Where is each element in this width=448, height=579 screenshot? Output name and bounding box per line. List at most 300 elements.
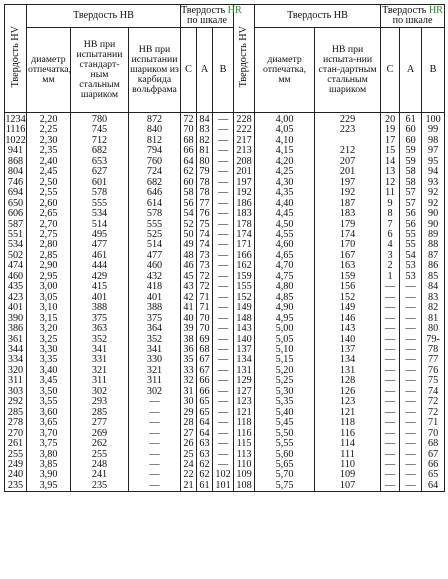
- left-hrb-cell: —: [213, 460, 234, 470]
- left-hb-steel-cell: 534: [71, 209, 129, 219]
- left-hrc-cell: 72: [181, 113, 197, 126]
- left-hrc-cell: 52: [181, 220, 197, 230]
- left-hv-cell: 804: [5, 167, 27, 177]
- left-hrb-cell: —: [213, 167, 234, 177]
- scale-b-header-left: В: [213, 28, 234, 113]
- left-hb-steel-cell: 495: [71, 230, 129, 240]
- left-hrc-cell: 49: [181, 240, 197, 250]
- left-hb-steel-cell: 388: [71, 303, 129, 313]
- right-hrc-cell: 12: [381, 178, 400, 188]
- left-hb-carbide-cell: —: [129, 481, 181, 492]
- right-hv-cell: 197: [234, 178, 255, 188]
- right-hrc-cell: 20: [381, 113, 400, 126]
- right-hb-steel-cell: 197: [315, 178, 381, 188]
- left-diameter-cell: 3,95: [27, 481, 71, 492]
- hv-header-right: Твердость HV: [234, 5, 255, 113]
- right-hrc-cell: 3: [381, 251, 400, 261]
- right-hb-steel-cell: 201: [315, 167, 381, 177]
- left-diameter-cell: 3,70: [27, 429, 71, 439]
- left-hrb-cell: —: [213, 387, 234, 397]
- right-diameter-cell: 5,35: [255, 397, 315, 407]
- right-hv-cell: 155: [234, 282, 255, 292]
- left-hrc-cell: 41: [181, 303, 197, 313]
- right-diameter-cell: 5,05: [255, 335, 315, 345]
- left-diameter-cell: 2,20: [27, 113, 71, 126]
- left-hra-cell: 80: [197, 157, 213, 167]
- right-hrc-cell: 6: [381, 230, 400, 240]
- left-hrb-cell: —: [213, 429, 234, 439]
- left-hra-cell: 70: [197, 324, 213, 334]
- left-hrb-cell: —: [213, 125, 234, 135]
- left-diameter-cell: 2,90: [27, 261, 71, 271]
- hr-group-header-right: Твердость HR по шкале: [382, 5, 443, 26]
- right-hv-cell: 143: [234, 324, 255, 334]
- right-hrb-cell: 100: [422, 113, 445, 126]
- left-hb-carbide-cell: 341: [129, 345, 181, 355]
- left-hb-steel-cell: 682: [71, 146, 129, 156]
- right-diameter-cell: 5,50: [255, 429, 315, 439]
- right-hrb-cell: 71: [422, 418, 445, 428]
- right-hrb-cell: 75: [422, 376, 445, 386]
- right-diameter-cell: 4,45: [255, 209, 315, 219]
- left-hra-cell: 64: [197, 429, 213, 439]
- left-hrb-cell: —: [213, 188, 234, 198]
- left-hv-cell: 303: [5, 387, 27, 397]
- right-hb-steel-cell: 159: [315, 272, 381, 282]
- left-hb-carbide-cell: 418: [129, 282, 181, 292]
- left-hb-carbide-cell: 555: [129, 220, 181, 230]
- right-hrc-cell: —: [381, 397, 400, 407]
- right-hb-steel-cell: 156: [315, 282, 381, 292]
- hv-header-left: Твердость HV: [5, 5, 27, 113]
- left-hv-cell: 278: [5, 418, 27, 428]
- right-hrc-cell: —: [381, 470, 400, 480]
- left-hrc-cell: 42: [181, 293, 197, 303]
- left-hv-cell: 650: [5, 199, 27, 209]
- right-hra-cell: —: [400, 397, 422, 407]
- left-hrc-cell: 28: [181, 418, 197, 428]
- left-hrc-cell: 60: [181, 178, 197, 188]
- right-hrb-cell: 92: [422, 199, 445, 209]
- left-hrb-cell: —: [213, 355, 234, 365]
- left-hb-steel-cell: 514: [71, 220, 129, 230]
- hardness-conversion-table: [4, 4, 445, 492]
- left-hra-cell: 74: [197, 240, 213, 250]
- left-hv-cell: 746: [5, 178, 27, 188]
- right-hrb-cell: 94: [422, 167, 445, 177]
- left-hb-carbide-cell: 375: [129, 314, 181, 324]
- left-hb-steel-cell: 461: [71, 251, 129, 261]
- right-hra-cell: —: [400, 387, 422, 397]
- left-hrc-cell: 21: [181, 481, 197, 492]
- left-hb-steel-cell: 352: [71, 335, 129, 345]
- right-diameter-cell: 5,20: [255, 366, 315, 376]
- right-hra-cell: 55: [400, 240, 422, 250]
- right-hv-cell: 121: [234, 408, 255, 418]
- right-hrc-cell: 4: [381, 240, 400, 250]
- right-hb-steel-cell: 134: [315, 355, 381, 365]
- diameter-header-right: диаметр отпечатка, мм: [255, 28, 315, 113]
- left-hb-steel-cell: 555: [71, 199, 129, 209]
- left-diameter-cell: 2,35: [27, 146, 71, 156]
- right-hb-steel-cell: 143: [315, 324, 381, 334]
- right-diameter-cell: 5,70: [255, 470, 315, 480]
- right-hv-cell: 118: [234, 418, 255, 428]
- left-diameter-cell: 3,05: [27, 293, 71, 303]
- left-hrb-cell: —: [213, 293, 234, 303]
- left-hb-carbide-cell: 388: [129, 303, 181, 313]
- left-hra-cell: 62: [197, 460, 213, 470]
- left-hv-cell: 386: [5, 324, 27, 334]
- left-hrc-cell: 40: [181, 314, 197, 324]
- right-hv-cell: 113: [234, 450, 255, 460]
- left-diameter-cell: 2,80: [27, 240, 71, 250]
- right-hb-steel-cell: 229: [315, 113, 381, 126]
- left-diameter-cell: 2,70: [27, 220, 71, 230]
- right-hv-cell: 208: [234, 157, 255, 167]
- left-hra-cell: 65: [197, 408, 213, 418]
- left-diameter-cell: 3,25: [27, 335, 71, 345]
- left-hb-steel-cell: 331: [71, 355, 129, 365]
- left-hb-steel-cell: 477: [71, 240, 129, 250]
- scale-c-header-right: С: [381, 28, 400, 113]
- left-hb-steel-cell: 293: [71, 397, 129, 407]
- left-hra-cell: 69: [197, 335, 213, 345]
- right-hrc-cell: —: [381, 429, 400, 439]
- left-hra-cell: 64: [197, 418, 213, 428]
- left-hb-steel-cell: 363: [71, 324, 129, 334]
- left-hb-carbide-cell: —: [129, 439, 181, 449]
- right-hrc-cell: 17: [381, 136, 400, 146]
- left-hrb-cell: —: [213, 146, 234, 156]
- table-row: [5, 481, 445, 492]
- left-hb-carbide-cell: —: [129, 429, 181, 439]
- left-hb-carbide-cell: 401: [129, 293, 181, 303]
- right-hrc-cell: —: [381, 345, 400, 355]
- right-hv-cell: 192: [234, 188, 255, 198]
- right-hrb-cell: 97: [422, 146, 445, 156]
- left-hb-carbide-cell: 432: [129, 272, 181, 282]
- right-diameter-cell: 4,65: [255, 251, 315, 261]
- left-hra-cell: 79: [197, 167, 213, 177]
- left-hrc-cell: 70: [181, 125, 197, 135]
- right-hra-cell: 59: [400, 146, 422, 156]
- left-hb-steel-cell: 285: [71, 408, 129, 418]
- left-hrc-cell: 62: [181, 167, 197, 177]
- left-hb-steel-cell: 653: [71, 157, 129, 167]
- right-hra-cell: 53: [400, 261, 422, 271]
- left-hrc-cell: 64: [181, 157, 197, 167]
- right-diameter-cell: 5,55: [255, 439, 315, 449]
- right-hrb-cell: 86: [422, 261, 445, 271]
- right-hra-cell: —: [400, 335, 422, 345]
- left-hrc-cell: 50: [181, 230, 197, 240]
- right-hv-cell: 159: [234, 272, 255, 282]
- left-hra-cell: 73: [197, 251, 213, 261]
- left-hv-cell: 270: [5, 429, 27, 439]
- left-hv-cell: 249: [5, 460, 27, 470]
- left-hra-cell: 74: [197, 230, 213, 240]
- table-row: [5, 324, 445, 334]
- right-hb-steel-cell: 107: [315, 481, 381, 492]
- right-hra-cell: —: [400, 408, 422, 418]
- right-hb-steel-cell: 128: [315, 376, 381, 386]
- left-hv-cell: 534: [5, 240, 27, 250]
- right-hra-cell: —: [400, 460, 422, 470]
- right-hrc-cell: —: [381, 376, 400, 386]
- left-diameter-cell: 2,25: [27, 125, 71, 135]
- left-hrb-cell: —: [213, 324, 234, 334]
- hb-steel-header-right: НВ при испыта-нии стан-дартным стальным шариком: [315, 28, 381, 113]
- table-body: [5, 113, 445, 492]
- left-hrb-cell: 101: [213, 481, 234, 492]
- left-hrb-cell: —: [213, 209, 234, 219]
- left-hrc-cell: 26: [181, 439, 197, 449]
- right-hrb-cell: 89: [422, 230, 445, 240]
- right-hb-steel-cell: 163: [315, 261, 381, 271]
- left-hv-cell: 551: [5, 230, 27, 240]
- right-hv-cell: 134: [234, 355, 255, 365]
- right-hb-steel-cell: 174: [315, 230, 381, 240]
- left-hra-cell: 71: [197, 293, 213, 303]
- left-diameter-cell: 2,50: [27, 178, 71, 188]
- right-hrb-cell: 99: [422, 125, 445, 135]
- left-hb-carbide-cell: 302: [129, 387, 181, 397]
- left-hb-steel-cell: 601: [71, 178, 129, 188]
- left-hra-cell: 67: [197, 355, 213, 365]
- left-hb-carbide-cell: 760: [129, 157, 181, 167]
- left-hb-carbide-cell: —: [129, 418, 181, 428]
- left-hv-cell: 694: [5, 188, 27, 198]
- right-diameter-cell: 4,80: [255, 282, 315, 292]
- left-hb-steel-cell: 780: [71, 113, 129, 126]
- right-hrb-cell: 87: [422, 251, 445, 261]
- diameter-header-left: диаметр отпечатка, мм: [27, 28, 71, 113]
- right-hra-cell: —: [400, 282, 422, 292]
- left-hrc-cell: 68: [181, 136, 197, 146]
- right-hrc-cell: 9: [381, 199, 400, 209]
- left-diameter-cell: 2,60: [27, 199, 71, 209]
- left-hrb-cell: —: [213, 282, 234, 292]
- right-hrc-cell: —: [381, 303, 400, 313]
- table-row: [5, 439, 445, 449]
- left-diameter-cell: 3,35: [27, 355, 71, 365]
- left-hrc-cell: 31: [181, 387, 197, 397]
- right-hra-cell: —: [400, 314, 422, 324]
- left-hb-carbide-cell: 578: [129, 209, 181, 219]
- right-diameter-cell: 4,30: [255, 178, 315, 188]
- left-hv-cell: 344: [5, 345, 27, 355]
- left-hb-steel-cell: 415: [71, 282, 129, 292]
- right-hra-cell: 55: [400, 230, 422, 240]
- left-hb-steel-cell: 712: [71, 136, 129, 146]
- right-hb-steel-cell: 123: [315, 397, 381, 407]
- right-diameter-cell: 4,90: [255, 303, 315, 313]
- left-hrb-cell: —: [213, 251, 234, 261]
- scale-a-header-left: А: [197, 28, 213, 113]
- left-hrb-cell: —: [213, 366, 234, 376]
- right-hrb-cell: 93: [422, 178, 445, 188]
- right-diameter-cell: 4,05: [255, 125, 315, 135]
- right-hrb-cell: 81: [422, 314, 445, 324]
- left-hrb-cell: —: [213, 397, 234, 407]
- right-hra-cell: —: [400, 293, 422, 303]
- left-hra-cell: 66: [197, 387, 213, 397]
- right-hra-cell: 61: [400, 113, 422, 126]
- right-hrb-cell: 67: [422, 450, 445, 460]
- right-hrb-cell: 64: [422, 481, 445, 492]
- right-hrb-cell: 72: [422, 408, 445, 418]
- right-hb-steel-cell: 152: [315, 293, 381, 303]
- left-hrb-cell: —: [213, 178, 234, 188]
- right-hv-cell: 183: [234, 209, 255, 219]
- left-hv-cell: 868: [5, 157, 27, 167]
- left-hrc-cell: 38: [181, 335, 197, 345]
- right-hrc-cell: 19: [381, 125, 400, 135]
- left-hv-cell: 460: [5, 272, 27, 282]
- left-hv-cell: 423: [5, 293, 27, 303]
- left-hb-steel-cell: 255: [71, 450, 129, 460]
- left-diameter-cell: 3,15: [27, 314, 71, 324]
- right-hrc-cell: 13: [381, 167, 400, 177]
- left-hv-cell: 311: [5, 376, 27, 386]
- right-hb-steel-cell: 110: [315, 460, 381, 470]
- left-hrb-cell: —: [213, 136, 234, 146]
- right-diameter-cell: 4,20: [255, 157, 315, 167]
- right-hra-cell: —: [400, 303, 422, 313]
- right-hv-cell: 123: [234, 397, 255, 407]
- left-hb-steel-cell: 401: [71, 293, 129, 303]
- right-hb-steel-cell: 192: [315, 188, 381, 198]
- left-hrb-cell: —: [213, 439, 234, 449]
- left-diameter-cell: 3,50: [27, 387, 71, 397]
- right-diameter-cell: 4,95: [255, 314, 315, 324]
- left-hrc-cell: 27: [181, 429, 197, 439]
- right-hv-cell: 110: [234, 460, 255, 470]
- right-hrb-cell: 98: [422, 136, 445, 146]
- right-hrc-cell: —: [381, 481, 400, 492]
- right-diameter-cell: 4,75: [255, 272, 315, 282]
- left-hb-carbide-cell: 321: [129, 366, 181, 376]
- right-hrc-cell: —: [381, 418, 400, 428]
- right-diameter-cell: 4,60: [255, 240, 315, 250]
- left-hb-carbide-cell: 477: [129, 251, 181, 261]
- left-hra-cell: 70: [197, 314, 213, 324]
- right-hv-cell: 166: [234, 251, 255, 261]
- right-diameter-cell: 5,45: [255, 418, 315, 428]
- right-hrb-cell: 78: [422, 345, 445, 355]
- right-hv-cell: 149: [234, 303, 255, 313]
- left-hv-cell: 435: [5, 282, 27, 292]
- scale-b-header-right: В: [422, 28, 445, 113]
- left-hrb-cell: —: [213, 450, 234, 460]
- right-hra-cell: 60: [400, 136, 422, 146]
- left-hra-cell: 65: [197, 397, 213, 407]
- left-diameter-cell: 3,75: [27, 439, 71, 449]
- right-hra-cell: —: [400, 345, 422, 355]
- right-hrb-cell: 95: [422, 157, 445, 167]
- right-diameter-cell: 4,35: [255, 188, 315, 198]
- left-diameter-cell: 2,75: [27, 230, 71, 240]
- left-hra-cell: 76: [197, 209, 213, 219]
- left-hv-cell: 240: [5, 470, 27, 480]
- left-hra-cell: 78: [197, 178, 213, 188]
- left-diameter-cell: 3,60: [27, 408, 71, 418]
- right-diameter-cell: 4,55: [255, 230, 315, 240]
- hb-steel-header-left: НВ при испытании стандарт-ным стальным шариком: [71, 28, 129, 113]
- left-hrb-cell: —: [213, 157, 234, 167]
- right-hv-cell: 137: [234, 345, 255, 355]
- right-hv-cell: 108: [234, 481, 255, 492]
- left-diameter-cell: 2,40: [27, 157, 71, 167]
- left-hrc-cell: 43: [181, 282, 197, 292]
- right-hra-cell: —: [400, 324, 422, 334]
- left-hrb-cell: —: [213, 272, 234, 282]
- right-hv-cell: 131: [234, 366, 255, 376]
- left-hra-cell: 82: [197, 136, 213, 146]
- right-hrb-cell: 68: [422, 439, 445, 449]
- left-hrc-cell: 32: [181, 376, 197, 386]
- left-hrc-cell: 58: [181, 188, 197, 198]
- right-hv-cell: 152: [234, 293, 255, 303]
- left-hra-cell: 68: [197, 345, 213, 355]
- right-hrb-cell: 90: [422, 220, 445, 230]
- left-hb-steel-cell: 302: [71, 387, 129, 397]
- left-hra-cell: 63: [197, 439, 213, 449]
- right-diameter-cell: 5,15: [255, 355, 315, 365]
- right-hra-cell: —: [400, 355, 422, 365]
- right-hrc-cell: —: [381, 282, 400, 292]
- left-hra-cell: 84: [197, 113, 213, 126]
- right-hrb-cell: 85: [422, 272, 445, 282]
- left-hb-carbide-cell: 840: [129, 125, 181, 135]
- right-hb-steel-cell: 114: [315, 439, 381, 449]
- left-hb-steel-cell: 429: [71, 272, 129, 282]
- right-hb-steel-cell: 111: [315, 450, 381, 460]
- left-hv-cell: 1022: [5, 134, 26, 146]
- left-hv-cell: 285: [5, 408, 27, 418]
- right-hv-cell: 178: [234, 220, 255, 230]
- right-hra-cell: —: [400, 429, 422, 439]
- left-hv-cell: 390: [5, 314, 27, 324]
- left-diameter-cell: 2,85: [27, 251, 71, 261]
- left-diameter-cell: 3,85: [27, 460, 71, 470]
- right-hra-cell: 56: [400, 209, 422, 219]
- left-hra-cell: 61: [197, 481, 213, 492]
- right-hra-cell: 58: [400, 167, 422, 177]
- left-hv-cell: 261: [5, 439, 27, 449]
- right-hb-steel-cell: 140: [315, 335, 381, 345]
- right-hra-cell: 54: [400, 251, 422, 261]
- left-hb-steel-cell: 745: [71, 125, 129, 135]
- left-diameter-cell: 2,65: [27, 209, 71, 219]
- left-hb-steel-cell: 248: [71, 460, 129, 470]
- left-diameter-cell: 2,30: [27, 136, 71, 146]
- left-hrb-cell: —: [213, 314, 234, 324]
- left-hv-cell: 941: [5, 146, 27, 156]
- right-hb-steel-cell: 207: [315, 157, 381, 167]
- left-diameter-cell: 3,45: [27, 376, 71, 386]
- left-diameter-cell: 2,95: [27, 272, 71, 282]
- left-hrb-cell: —: [213, 113, 234, 126]
- left-hrb-cell: —: [213, 240, 234, 250]
- left-hrc-cell: 25: [181, 450, 197, 460]
- right-diameter-cell: 4,40: [255, 199, 315, 209]
- left-hrc-cell: 48: [181, 251, 197, 261]
- left-diameter-cell: 3,40: [27, 366, 71, 376]
- right-hb-steel-cell: 126: [315, 387, 381, 397]
- left-hra-cell: 77: [197, 199, 213, 209]
